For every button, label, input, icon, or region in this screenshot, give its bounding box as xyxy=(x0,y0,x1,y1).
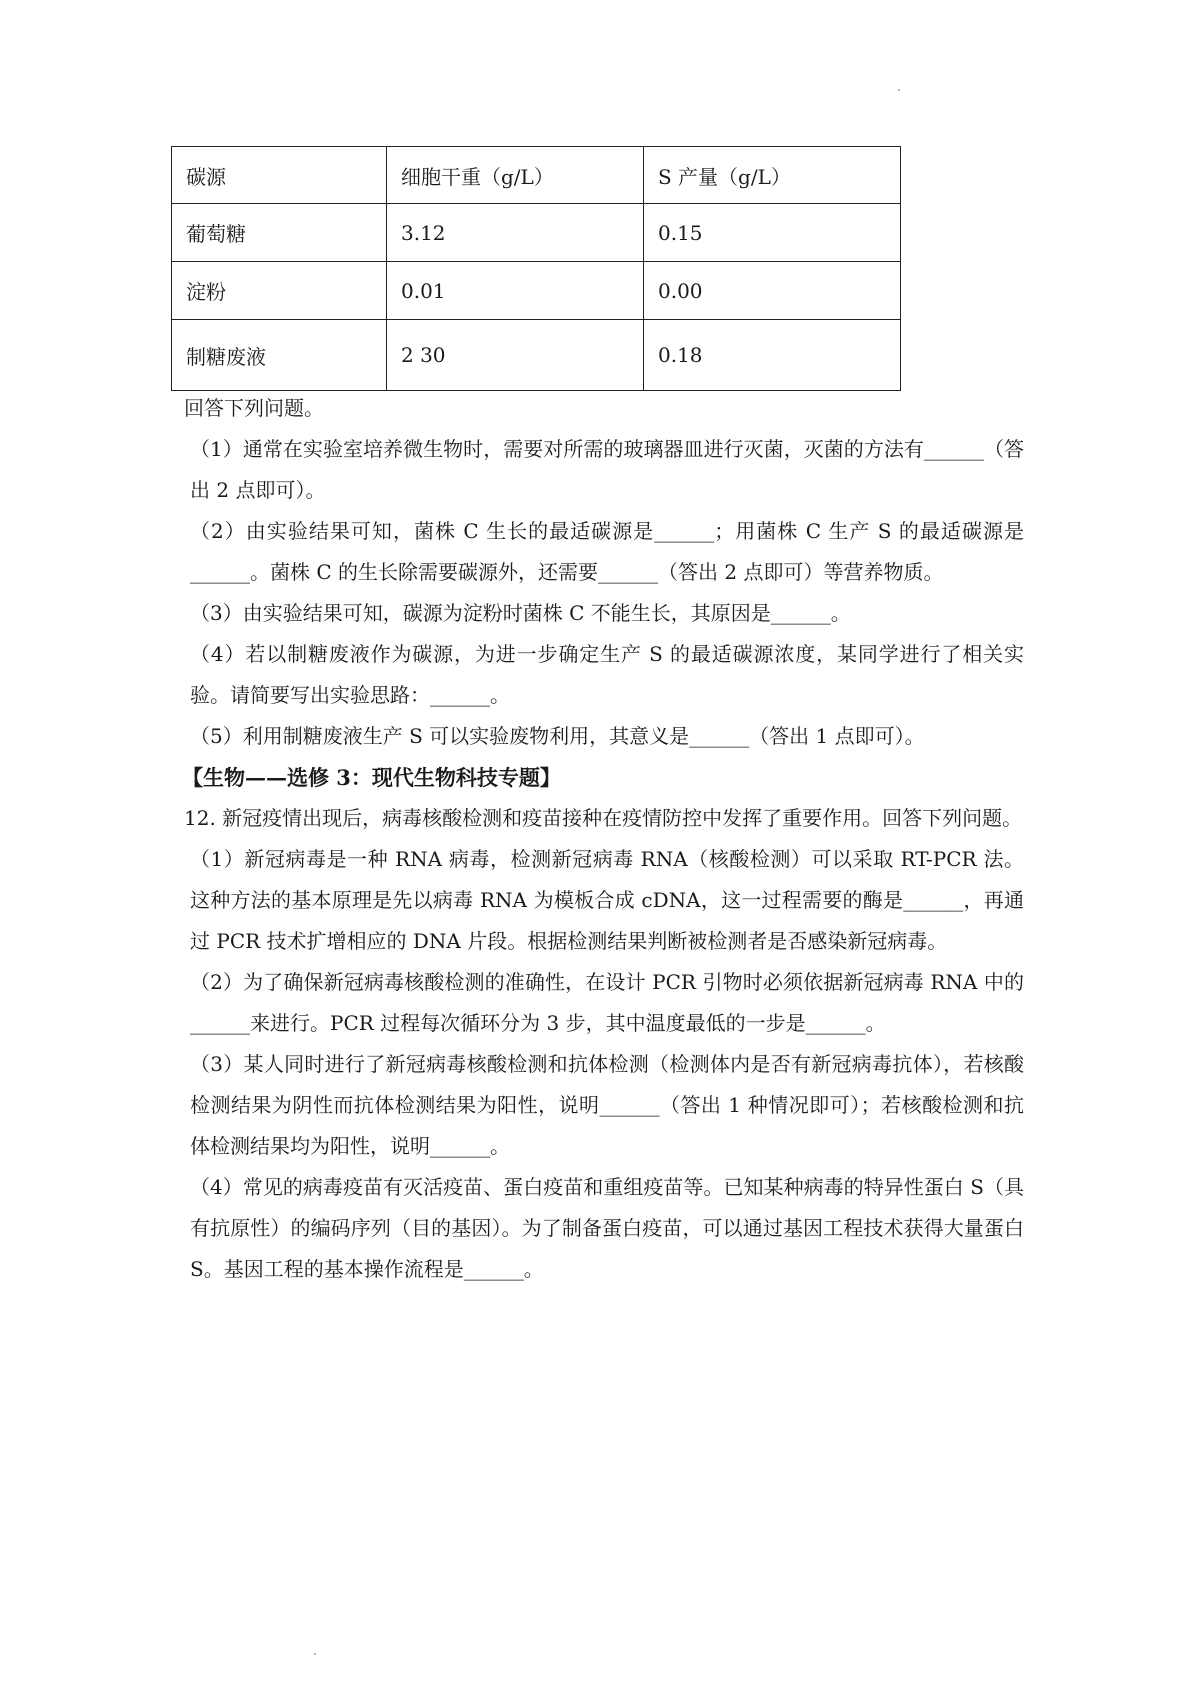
table-cell: 淀粉 xyxy=(172,262,387,320)
scan-mark-top xyxy=(898,89,900,91)
table-header-cell: S 产量（g/L） xyxy=(644,147,901,204)
table-cell: 制糖废液 xyxy=(172,320,387,391)
question-11-part-4: （4）若以制糖废液作为碳源，为进一步确定生产 S 的最适碳源浓度，某同学进行了相关实验。请简要写出实验思路：______。 xyxy=(190,642,1024,707)
table-row xyxy=(172,320,901,391)
table-header-cell: 碳源 xyxy=(172,147,387,204)
question-12-part-1: （1）新冠病毒是一种 RNA 病毒，检测新冠病毒 RNA（核酸检测）可以采取 RT-PCR 法。这种方法的基本原理是先以病毒 RNA 为模板合成 cDNA，这一过程需要的酶是______，再通过 PCR 技术扩增相应的 DNA 片段。根据检测结果判断被检测者是否感染新冠病毒。 xyxy=(190,847,1024,953)
table-cell: 葡萄糖 xyxy=(172,204,387,262)
section-heading: 【生物——选修 3：现代生物科技专题】 xyxy=(182,765,561,790)
table-cell: 0.15 xyxy=(644,204,901,262)
table-cell: 2 30 xyxy=(387,320,644,391)
table-header-cell: 细胞干重（g/L） xyxy=(387,147,644,204)
table-row xyxy=(172,262,901,320)
question-12-part-3: （3）某人同时进行了新冠病毒核酸检测和抗体检测（检测体内是否有新冠病毒抗体），若核酸检测结果为阴性而抗体检测结果为阳性，说明______（答出 1 种情况即可）；若核酸检测和抗体检测结果均为阳性，说明______。 xyxy=(190,1052,1024,1158)
table-row xyxy=(172,204,901,262)
scan-mark-bottom xyxy=(314,1653,316,1655)
table-cell: 0.01 xyxy=(387,262,644,320)
table-cell: 0.18 xyxy=(644,320,901,391)
question-11-part-3: （3）由实验结果可知，碳源为淀粉时菌株 C 不能生长，其原因是______。 xyxy=(190,601,851,625)
question-11-part-2: （2）由实验结果可知，菌株 C 生长的最适碳源是______；用菌株 C 生产 S 的最适碳源是______。菌株 C 的生长除需要碳源外，还需要______（答出 2 点即可）等营养物质。 xyxy=(190,519,1024,584)
question-12-part-4: （4）常见的病毒疫苗有灭活疫苗、蛋白疫苗和重组疫苗等。已知某种病毒的特异性蛋白 S（具有抗原性）的编码序列（目的基因）。为了制备蛋白疫苗，可以通过基因工程技术获得大量蛋白 S。基因工程的基本操作流程是______。 xyxy=(190,1175,1024,1281)
table-header-row xyxy=(172,147,901,204)
question-11-part-1: （1）通常在实验室培养微生物时，需要对所需的玻璃器皿进行灭菌，灭菌的方法有______（答出 2 点即可）。 xyxy=(190,437,1024,502)
document-body xyxy=(184,388,1024,1290)
question-12-stem: 12. 新冠疫情出现后，病毒核酸检测和疫苗接种在疫情防控中发挥了重要作用。回答下列问题。 xyxy=(184,806,1023,830)
table-cell: 0.00 xyxy=(644,262,901,320)
instruction-text: 回答下列问题。 xyxy=(184,396,324,420)
question-11-part-5: （5）利用制糖废液生产 S 可以实验废物利用，其意义是______（答出 1 点即可）。 xyxy=(190,724,925,748)
table-cell: 3.12 xyxy=(387,204,644,262)
carbon-source-table xyxy=(171,146,901,391)
question-12-part-2: （2）为了确保新冠病毒核酸检测的准确性，在设计 PCR 引物时必须依据新冠病毒 RNA 中的______来进行。PCR 过程每次循环分为 3 步，其中温度最低的一步是______。 xyxy=(190,970,1024,1035)
